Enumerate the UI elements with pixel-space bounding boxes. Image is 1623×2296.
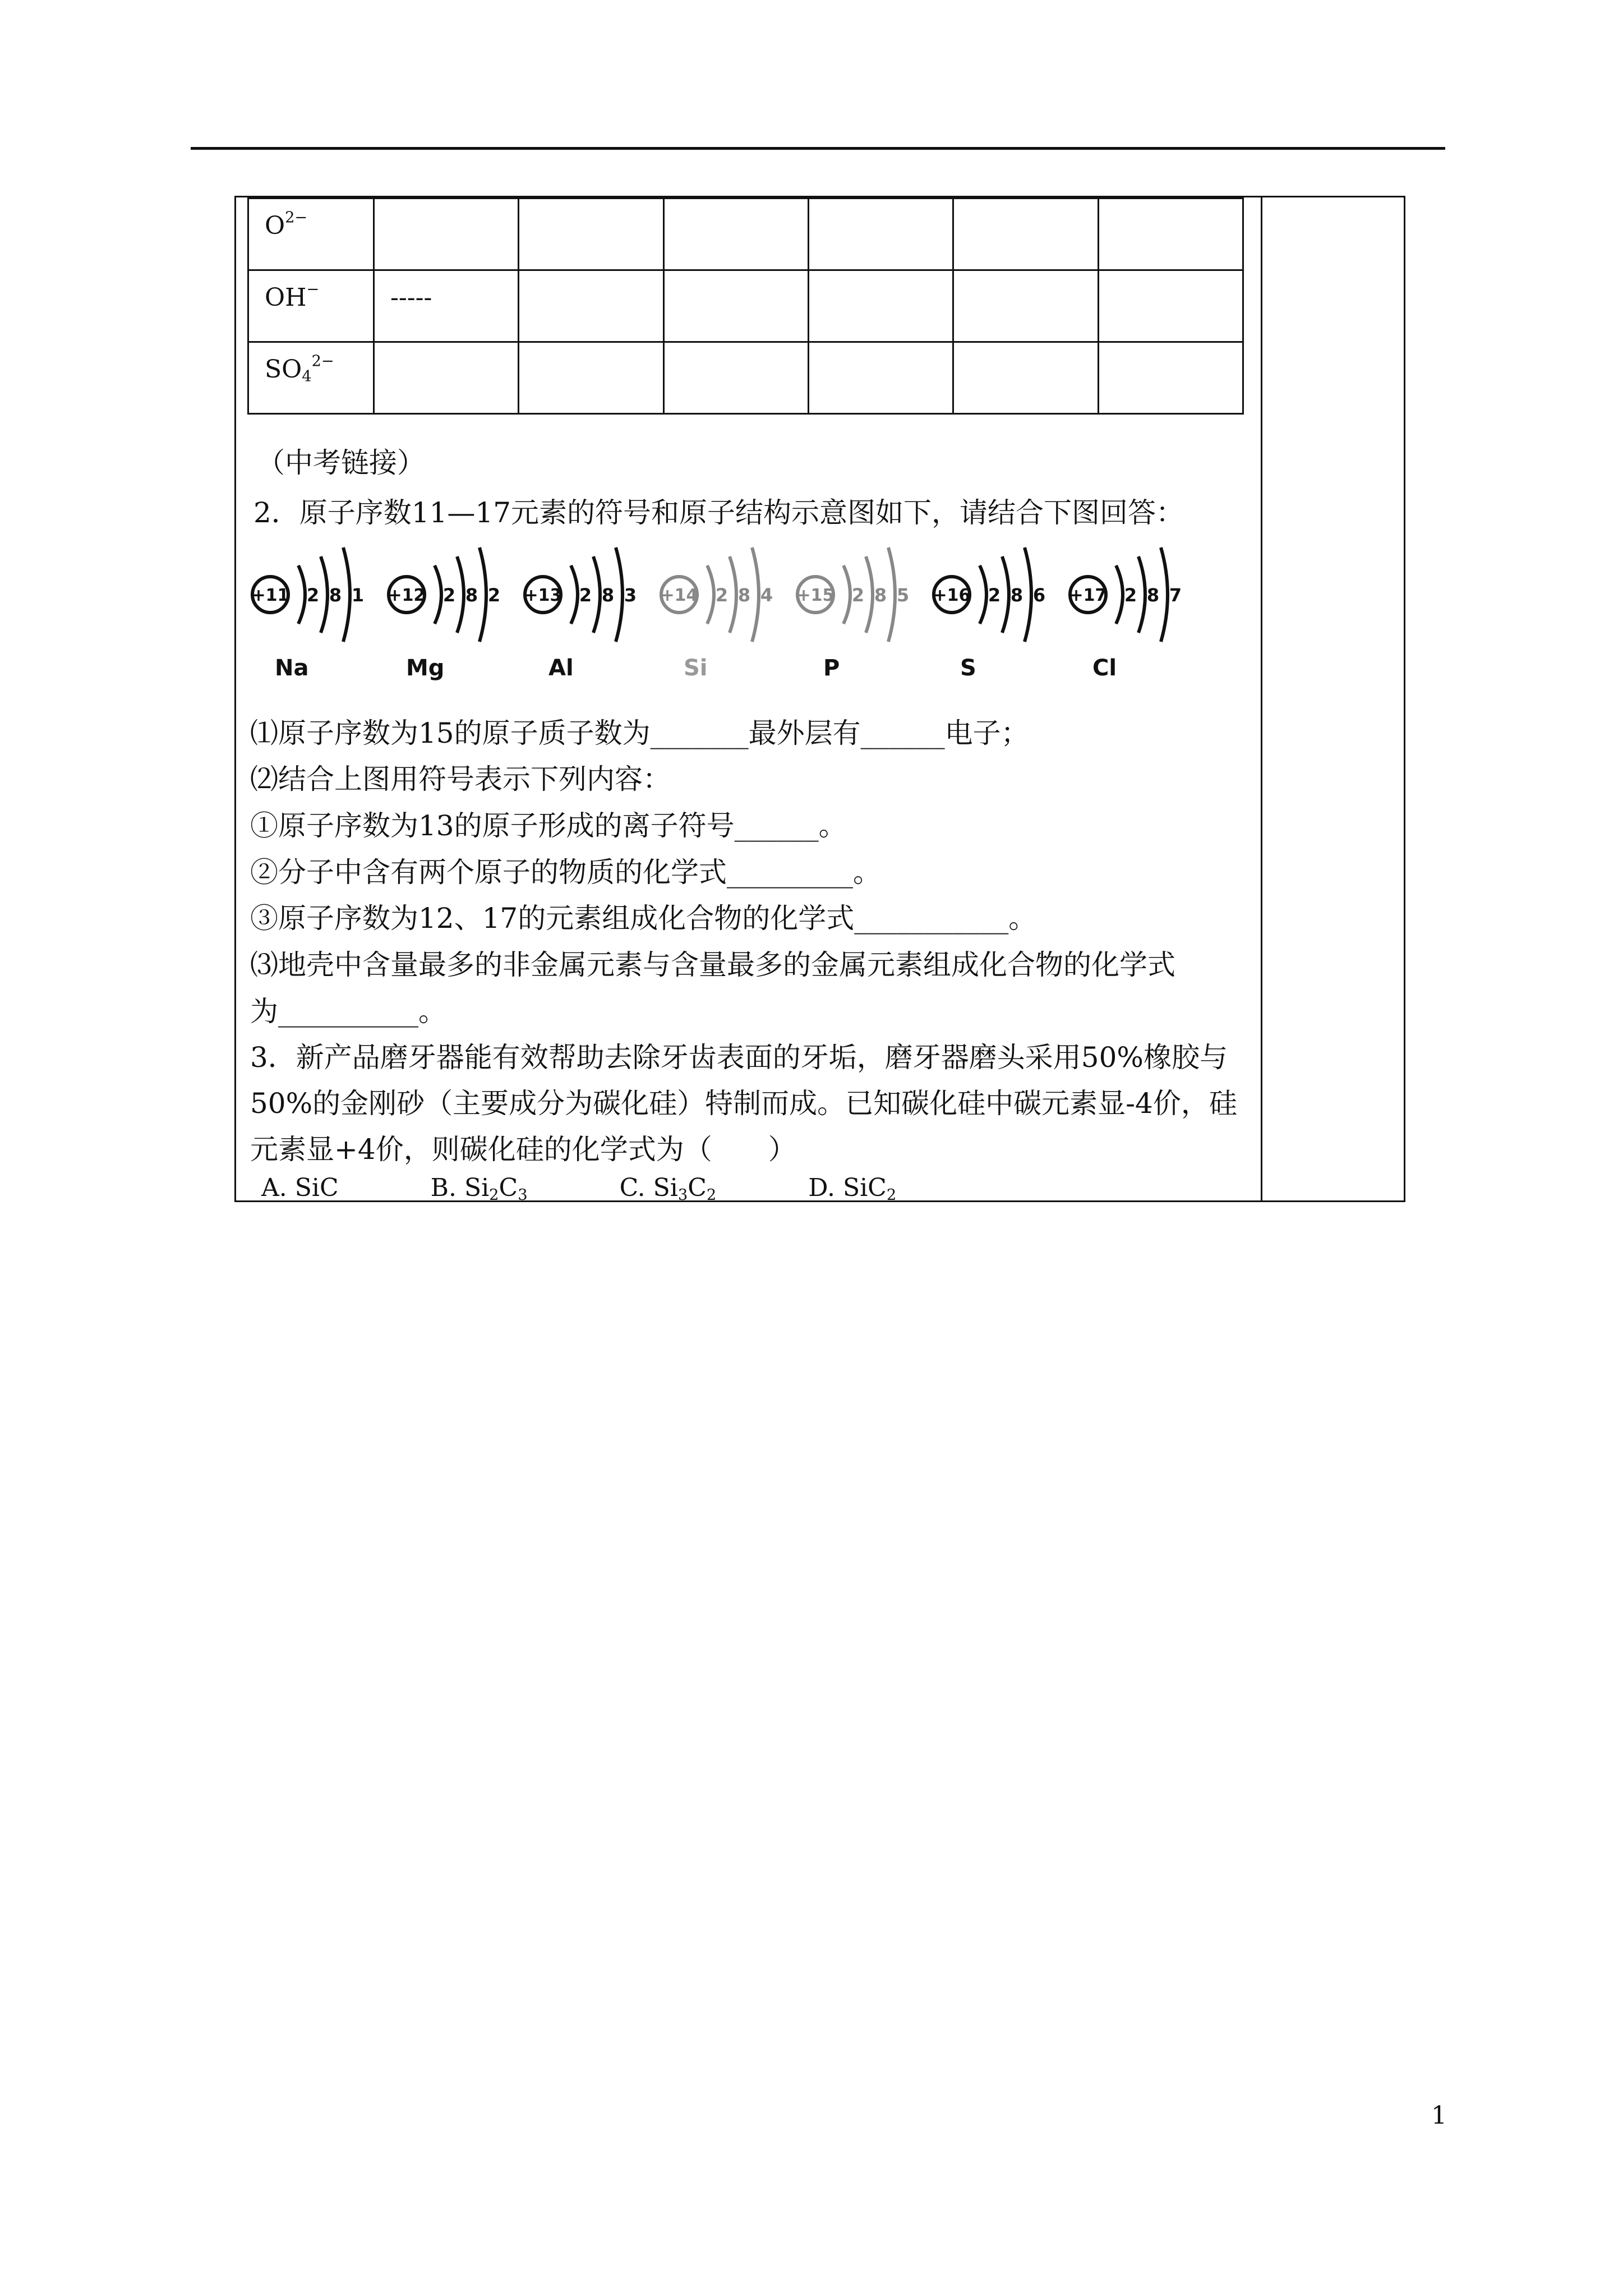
q2-stem: 2．原子序数11—17元素的符号和原子结构示意图如下，请结合下图回答： [253,496,1184,529]
electron-count: 2 [988,585,1001,606]
table-cell [808,270,953,342]
table-cell [1098,199,1243,270]
table-cell [808,342,953,414]
electron-shell-arc [593,556,600,633]
ion-cell: $SO_4^{2-}$ [248,342,374,414]
nucleus-charge: +15 [796,586,834,605]
q3-line3: 元素显+4价，则碳化硅的化学式为（ ） [250,1133,796,1166]
electron-count: 8 [1146,585,1160,606]
q2-sub2: ②分子中含有两个原子的物质的化学式_________。 [250,856,881,889]
electron-count: 8 [1010,585,1023,606]
ion-cell: $O^{2-}$ [248,199,374,270]
electron-shell-arc [707,565,714,624]
electron-count: 8 [737,585,751,606]
atom-label: Al [548,655,574,681]
atom-label: Na [275,655,309,681]
electron-count: 7 [1169,585,1182,606]
electron-count: 2 [1124,585,1137,606]
electron-shell-arc [321,556,328,633]
electron-count: 2 [306,585,320,606]
ion-cell: OH− [248,270,374,342]
electron-count: 5 [896,585,910,606]
electron-count: 2 [487,585,501,606]
q2-sub3: ③原子序数为12、17的元素组成化合物的化学式___________。 [250,902,1037,935]
table-cell [663,342,808,414]
atom-diagram [661,547,773,642]
electron-shell-arc [571,565,578,624]
page-number: 1 [1431,2101,1447,2130]
table-cell [663,199,808,270]
electron-shell-arc [1116,565,1123,624]
electron-shell-arc [616,547,623,642]
electron-shell-arc [980,565,986,624]
option-c: C. $Si_3C_2$ [619,1174,717,1204]
atom-label: P [823,655,840,681]
option-d: D. SiC$_2$ [808,1174,897,1204]
atom-diagram [933,547,1046,642]
electron-shell-arc [1138,556,1145,633]
table-cell [953,199,1098,270]
electron-shell-arc [866,556,873,633]
atom-diagram [1069,547,1182,642]
table-cell [374,342,519,414]
electron-shell-arc [298,565,305,624]
q2-sub1: ①原子序数为13的原子形成的离子符号______。 [250,809,847,842]
q3-options [261,1174,897,1204]
q2-part3-line2: 为__________。 [250,995,446,1028]
atom-label: Mg [406,655,445,681]
atom-label: Cl [1092,655,1117,681]
electron-count: 2 [851,585,865,606]
table-cell [953,270,1098,342]
electron-count: 2 [442,585,456,606]
table-cell [519,270,663,342]
section-tag: （中考链接） [257,447,425,479]
nucleus-charge: +16 [933,586,971,605]
electron-count: 4 [760,585,773,606]
atom-diagram [524,547,637,642]
atomic-structure-diagrams [246,545,1199,652]
electron-shell-arc [435,565,441,624]
electron-count: 8 [329,585,342,606]
electron-count: 8 [874,585,887,606]
electron-shell-arc [343,547,350,642]
q2-part3-line1: ⑶地壳中含量最多的非金属元素与含量最多的金属元素组成化合物的化学式 [250,949,1175,981]
header-rule [191,147,1445,150]
electron-shell-arc [752,547,759,642]
electron-shell-arc [1025,547,1031,642]
electron-count: 1 [351,585,365,606]
electron-shell-arc [1002,556,1009,633]
electron-shell-arc [457,556,464,633]
electron-shell-arc [1161,547,1168,642]
table-row [248,199,1243,270]
q2-part1: ⑴原子序数为15的原子质子数为_______最外层有______电子； [250,717,1029,749]
atom-label: S [960,655,976,681]
electron-shell-arc [888,547,895,642]
atom-label: Si [684,655,708,681]
table-cell [1098,342,1243,414]
table-cell [953,342,1098,414]
table-cell [519,199,663,270]
option-a: A. SiC [261,1174,339,1202]
nucleus-charge: +12 [388,586,426,605]
q3-line2: 50%的金刚砂（主要成分为碳化硅）特制而成。已知碳化硅中碳元素显-4价，硅 [250,1087,1237,1120]
table-cell [374,199,519,270]
atom-diagram [797,547,910,642]
option-b: B. $Si_2C_3$ [430,1174,528,1204]
column-divider [1261,196,1262,1202]
table-row [248,270,1243,342]
table-cell [663,270,808,342]
electron-shell-arc [843,565,850,624]
table-cell [519,342,663,414]
nucleus-charge: +13 [524,586,562,605]
table-cell [808,199,953,270]
table-cell: ----- [374,270,519,342]
electron-shell-arc [730,556,736,633]
electron-count: 8 [601,585,615,606]
atom-diagram [388,547,501,642]
q2-part2: ⑵结合上图用符号表示下列内容： [250,763,671,795]
ion-table [247,197,1244,415]
nucleus-charge: +17 [1069,586,1107,605]
electron-count: 6 [1032,585,1046,606]
table-cell [1098,270,1243,342]
electron-count: 2 [579,585,592,606]
electron-shell-arc [479,547,486,642]
electron-count: 8 [465,585,478,606]
nucleus-charge: +14 [660,586,698,605]
electron-count: 2 [715,585,728,606]
table-row [248,342,1243,414]
q3-line1: 3．新产品磨牙器能有效帮助去除牙齿表面的牙垢，磨牙器磨头采用50%橡胶与 [250,1041,1228,1074]
electron-count: 3 [624,585,637,606]
atom-diagram [252,547,365,642]
nucleus-charge: +11 [251,586,289,605]
